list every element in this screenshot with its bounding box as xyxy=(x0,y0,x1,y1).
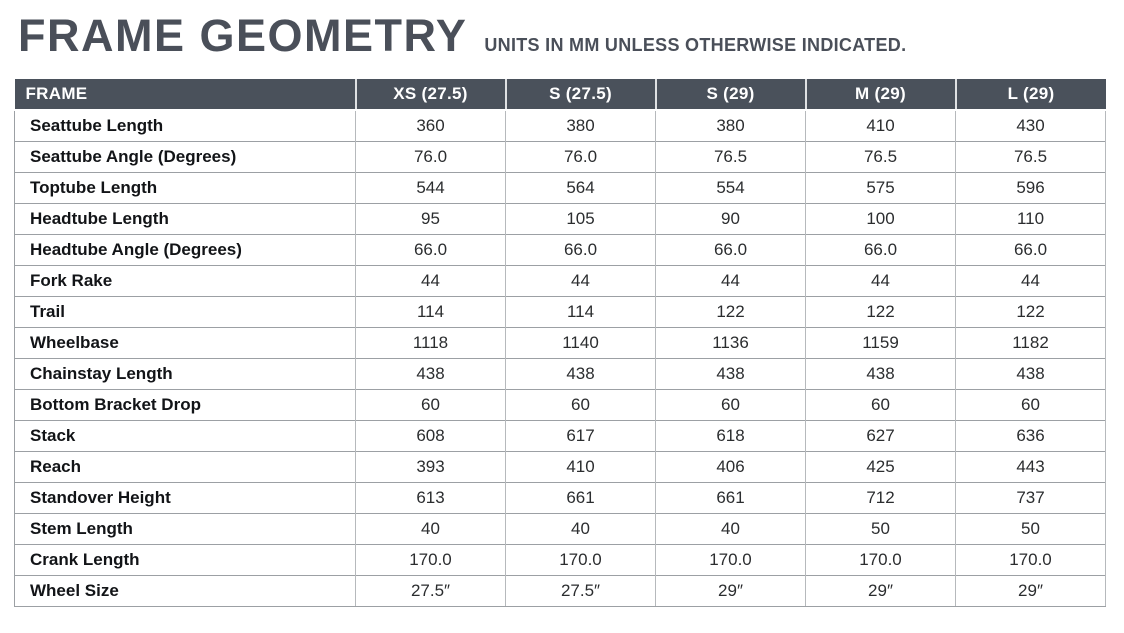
table-row xyxy=(15,265,1106,296)
row-value: 170.0 xyxy=(806,544,956,575)
row-value: 1159 xyxy=(806,327,956,358)
row-label: Stack xyxy=(15,420,356,451)
row-label: Stem Length xyxy=(15,513,356,544)
row-value: 60 xyxy=(806,389,956,420)
row-label: Toptube Length xyxy=(15,172,356,203)
table-row xyxy=(15,358,1106,389)
row-value: 170.0 xyxy=(356,544,506,575)
row-value: 393 xyxy=(356,451,506,482)
header-cell-xs-27-5: XS (27.5) xyxy=(356,79,506,110)
row-value: 27.5″ xyxy=(506,575,656,606)
table-body xyxy=(15,110,1106,606)
row-value: 1140 xyxy=(506,327,656,358)
row-value: 443 xyxy=(956,451,1106,482)
table-row xyxy=(15,172,1106,203)
row-label: Seattube Length xyxy=(15,110,356,141)
row-value: 95 xyxy=(356,203,506,234)
page-title: FRAME GEOMETRY xyxy=(18,10,468,61)
table-row xyxy=(15,482,1106,513)
row-value: 40 xyxy=(506,513,656,544)
row-value: 410 xyxy=(506,451,656,482)
row-value: 661 xyxy=(656,482,806,513)
row-value: 425 xyxy=(806,451,956,482)
row-label: Headtube Angle (Degrees) xyxy=(15,234,356,265)
table-row xyxy=(15,451,1106,482)
row-value: 170.0 xyxy=(656,544,806,575)
row-value: 114 xyxy=(506,296,656,327)
row-value: 60 xyxy=(656,389,806,420)
row-value: 66.0 xyxy=(806,234,956,265)
row-label: Crank Length xyxy=(15,544,356,575)
row-value: 544 xyxy=(356,172,506,203)
row-value: 575 xyxy=(806,172,956,203)
row-value: 406 xyxy=(656,451,806,482)
row-value: 50 xyxy=(806,513,956,544)
row-label: Standover Height xyxy=(15,482,356,513)
row-value: 122 xyxy=(956,296,1106,327)
row-value: 122 xyxy=(806,296,956,327)
table-row xyxy=(15,110,1106,141)
row-value: 170.0 xyxy=(506,544,656,575)
header-cell-m-29: M (29) xyxy=(806,79,956,110)
row-value: 438 xyxy=(506,358,656,389)
row-value: 105 xyxy=(506,203,656,234)
row-value: 110 xyxy=(956,203,1106,234)
row-value: 76.5 xyxy=(806,141,956,172)
row-value: 29″ xyxy=(656,575,806,606)
row-value: 66.0 xyxy=(956,234,1106,265)
row-value: 44 xyxy=(356,265,506,296)
row-label: Headtube Length xyxy=(15,203,356,234)
row-value: 122 xyxy=(656,296,806,327)
row-label: Chainstay Length xyxy=(15,358,356,389)
row-value: 66.0 xyxy=(506,234,656,265)
row-value: 661 xyxy=(506,482,656,513)
row-value: 613 xyxy=(356,482,506,513)
row-value: 66.0 xyxy=(356,234,506,265)
row-label: Wheelbase xyxy=(15,327,356,358)
table-row xyxy=(15,420,1106,451)
row-value: 29″ xyxy=(806,575,956,606)
row-value: 27.5″ xyxy=(356,575,506,606)
header-cell-s-29: S (29) xyxy=(656,79,806,110)
row-value: 44 xyxy=(506,265,656,296)
row-value: 438 xyxy=(356,358,506,389)
row-value: 737 xyxy=(956,482,1106,513)
row-value: 44 xyxy=(806,265,956,296)
row-value: 66.0 xyxy=(656,234,806,265)
row-label: Wheel Size xyxy=(15,575,356,606)
row-value: 636 xyxy=(956,420,1106,451)
row-value: 29″ xyxy=(956,575,1106,606)
header-cell-frame: FRAME xyxy=(15,79,356,110)
row-label: Reach xyxy=(15,451,356,482)
header-cell-l-29: L (29) xyxy=(956,79,1106,110)
page-subtitle: UNITS IN MM UNLESS OTHERWISE INDICATED. xyxy=(484,35,907,55)
row-value: 60 xyxy=(956,389,1106,420)
frame-geometry-table xyxy=(14,79,1106,607)
row-value: 554 xyxy=(656,172,806,203)
row-value: 44 xyxy=(956,265,1106,296)
row-value: 50 xyxy=(956,513,1106,544)
table-row xyxy=(15,234,1106,265)
row-value: 608 xyxy=(356,420,506,451)
table-row xyxy=(15,203,1106,234)
row-value: 564 xyxy=(506,172,656,203)
row-value: 100 xyxy=(806,203,956,234)
row-value: 712 xyxy=(806,482,956,513)
row-value: 1182 xyxy=(956,327,1106,358)
row-value: 40 xyxy=(356,513,506,544)
page-heading xyxy=(18,10,907,61)
row-value: 170.0 xyxy=(956,544,1106,575)
row-value: 76.5 xyxy=(656,141,806,172)
row-value: 76.0 xyxy=(356,141,506,172)
row-label: Trail xyxy=(15,296,356,327)
row-value: 76.0 xyxy=(506,141,656,172)
row-value: 596 xyxy=(956,172,1106,203)
table-row xyxy=(15,575,1106,606)
row-value: 438 xyxy=(656,358,806,389)
row-value: 430 xyxy=(956,110,1106,141)
row-value: 90 xyxy=(656,203,806,234)
table-row xyxy=(15,141,1106,172)
row-value: 617 xyxy=(506,420,656,451)
row-value: 627 xyxy=(806,420,956,451)
row-value: 360 xyxy=(356,110,506,141)
header-cell-s-27-5: S (27.5) xyxy=(506,79,656,110)
table-row xyxy=(15,296,1106,327)
row-value: 76.5 xyxy=(956,141,1106,172)
row-value: 60 xyxy=(356,389,506,420)
row-label: Seattube Angle (Degrees) xyxy=(15,141,356,172)
row-value: 618 xyxy=(656,420,806,451)
row-value: 1118 xyxy=(356,327,506,358)
row-value: 1136 xyxy=(656,327,806,358)
row-value: 114 xyxy=(356,296,506,327)
row-value: 380 xyxy=(656,110,806,141)
header-row xyxy=(15,79,1106,110)
row-value: 410 xyxy=(806,110,956,141)
row-value: 380 xyxy=(506,110,656,141)
row-value: 60 xyxy=(506,389,656,420)
row-value: 438 xyxy=(956,358,1106,389)
row-value: 44 xyxy=(656,265,806,296)
row-label: Bottom Bracket Drop xyxy=(15,389,356,420)
table-row xyxy=(15,544,1106,575)
row-label: Fork Rake xyxy=(15,265,356,296)
table-row xyxy=(15,389,1106,420)
table-header xyxy=(15,79,1106,110)
table-row xyxy=(15,327,1106,358)
row-value: 40 xyxy=(656,513,806,544)
table-row xyxy=(15,513,1106,544)
row-value: 438 xyxy=(806,358,956,389)
